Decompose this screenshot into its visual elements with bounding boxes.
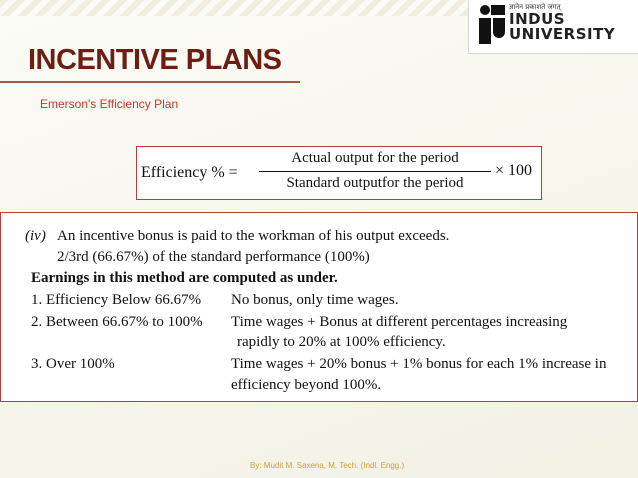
university-logo (468, 0, 638, 54)
row-3-result-cont: efficiency beyond 100%. (231, 377, 382, 393)
row-2-result: Time wages + Bonus at different percentages increasing (231, 314, 568, 330)
row-3-result: Time wages + 20% bonus + 1% bonus for each 1% increase in (231, 356, 607, 372)
page-title: INCENTIVE PLANS (28, 44, 282, 76)
logo-tagline: ज्ञानेन प्रकाशते जगत् (509, 3, 561, 11)
formula-denominator: Standard outputfor the period (286, 175, 464, 191)
row-3-condition: 3. Over 100% (31, 356, 115, 372)
row-1-condition: 1. Efficiency Below 66.67% (31, 292, 202, 308)
fraction-bar (259, 171, 491, 172)
footer-credit: By: Mudit M. Saxena, M. Tech. (Indl. Engg.) (250, 461, 405, 470)
logo-name-line1: INDUS (509, 10, 566, 28)
row-1-result: No bonus, only time wages. (231, 292, 399, 308)
indus-logo-icon (477, 4, 507, 48)
logo-name (509, 12, 615, 42)
formula-numerator: Actual output for the period (291, 150, 459, 166)
intro-line-1: An incentive bonus is paid to the workman of his output exceeds. (57, 228, 450, 244)
title-underline (0, 81, 300, 83)
intro-marker: (iv) (25, 228, 46, 244)
formula-fraction (259, 150, 491, 192)
row-2-result-cont: rapidly to 20% at 100% efficiency. (237, 334, 446, 350)
intro-line-2: 2/3rd (66.67%) of the standard performance (100%) (57, 249, 370, 265)
formula-lhs: Efficiency % = (141, 164, 238, 181)
earnings-heading: Earnings in this method are computed as under. (31, 270, 338, 286)
formula-rhs: × 100 (495, 162, 533, 179)
content-box (0, 212, 638, 402)
efficiency-formula (136, 146, 542, 200)
row-2-condition: 2. Between 66.67% to 100% (31, 314, 203, 330)
page-subtitle: Emerson's Efficiency Plan (40, 97, 179, 111)
decorative-stripes (0, 0, 470, 16)
logo-name-line2: UNIVERSITY (509, 25, 616, 43)
